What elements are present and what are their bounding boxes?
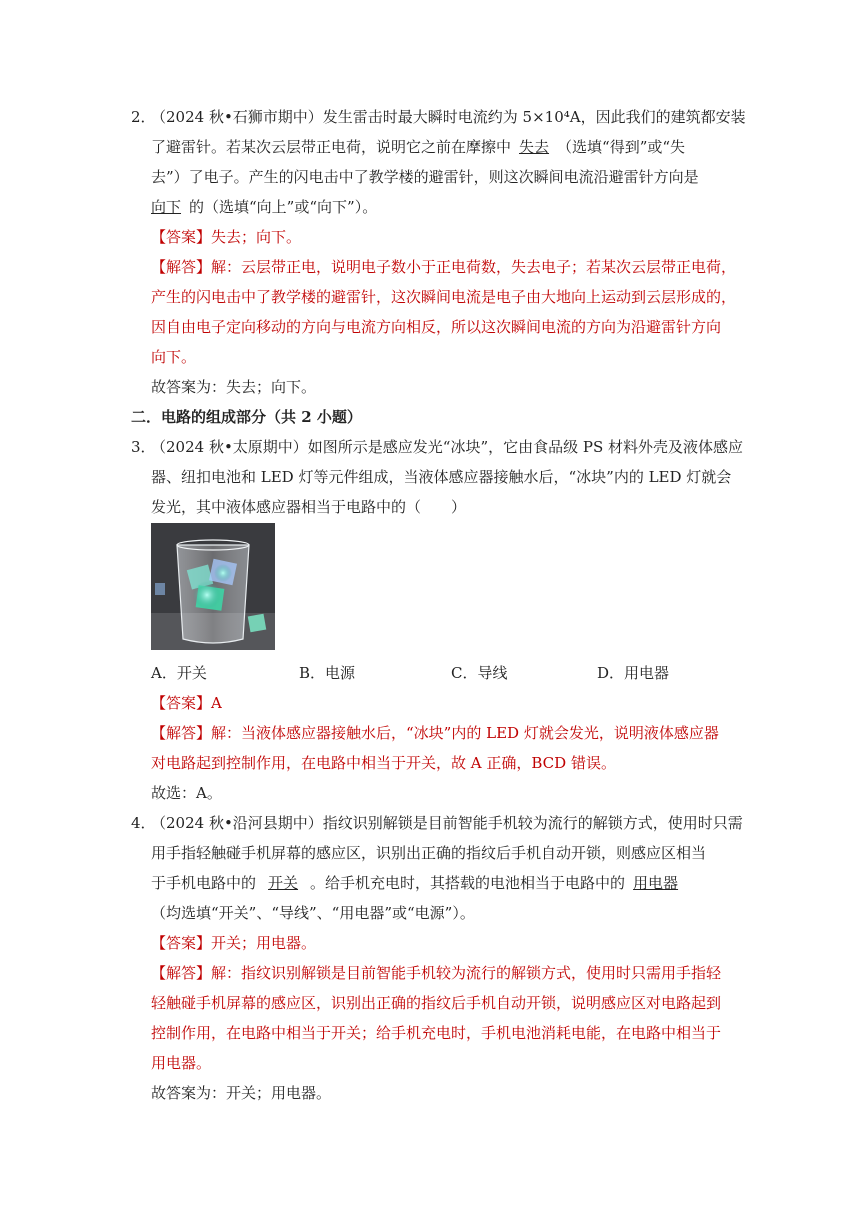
question-4-analysis-2: 轻触碰手机屏幕的感应区，识别出正确的指纹后手机自动开锁，说明感应区对电路起到 bbox=[151, 994, 722, 1012]
question-4-blank-2: 用电器 bbox=[633, 874, 679, 892]
question-2-analysis-3: 因自由电子定向移动的方向与电流方向相反，所以这次瞬间电流的方向为沿避雷针方向 bbox=[151, 318, 722, 336]
question-2-line-4 bbox=[151, 192, 751, 222]
question-4-line-1: （2024 秋•沿河县期中）指纹识别解锁是目前智能手机较为流行的解锁方式，使用时只需 bbox=[151, 814, 743, 832]
question-4-text: 。给手机充电时，其搭载的电池相当于电路中的 bbox=[310, 874, 626, 892]
question-4-line-4: （均选填“开关”、“导线”、“用电器”或“电源”）。 bbox=[151, 904, 475, 922]
question-2-analysis-4: 向下。 bbox=[151, 348, 197, 366]
answer-text: 失去；向下。 bbox=[211, 228, 302, 246]
question-3-line-1: （2024 秋•太原期中）如图所示是感应发光“冰块”，它由食品级 PS 材料外壳及液体感应 bbox=[151, 438, 744, 456]
question-3-number: 3． bbox=[131, 438, 156, 456]
question-2-blank-2: 向下 bbox=[151, 198, 182, 216]
question-4-conclusion: 故答案为：开关；用电器。 bbox=[151, 1084, 332, 1102]
question-4-analysis-1 bbox=[151, 958, 751, 988]
analysis-text: 解：当液体感应器接触水后，“冰块”内的 LED 灯就会发光，说明液体感应器 bbox=[211, 724, 719, 742]
question-3-line-3: 发光，其中液体感应器相当于电路中的（ ） bbox=[151, 498, 467, 516]
analysis-text: 解：指纹识别解锁是目前智能手机较为流行的解锁方式，使用时只需用手指轻 bbox=[211, 964, 722, 982]
question-2-analysis-2: 产生的闪电击中了教学楼的避雷针，这次瞬间电流是电子由大地向上运动到云层形成的， bbox=[151, 288, 737, 306]
question-2-conclusion: 故答案为：失去；向下。 bbox=[151, 378, 317, 396]
question-4-blank-1: 开关 bbox=[268, 874, 299, 892]
question-3-analysis-1 bbox=[151, 718, 751, 748]
answer-text: 开关；用电器。 bbox=[211, 934, 317, 952]
question-4-answer bbox=[151, 928, 751, 958]
analysis-label: 【解答】 bbox=[151, 964, 212, 982]
glass-illustration bbox=[151, 523, 275, 650]
question-2-line-1: （2024 秋•石狮市期中）发生雷击时最大瞬时电流约为 5×10⁴A，因此我们的建筑都安装 bbox=[151, 108, 746, 126]
answer-text: A bbox=[211, 694, 222, 712]
question-2-text: 了避雷针。若某次云层带正电荷，说明它之前在摩擦中 bbox=[151, 138, 512, 156]
answer-label: 【答案】 bbox=[151, 694, 212, 712]
question-4-analysis-3: 控制作用，在电路中相当于开关；给手机充电时，手机电池消耗电能，在电路中相当于 bbox=[151, 1024, 722, 1042]
analysis-text: 解：云层带正电，说明电子数小于正电荷数，失去电子；若某次云层带正电荷， bbox=[211, 258, 737, 276]
question-2-line-3: 去”）了电子。产生的闪电击中了教学楼的避雷针，则这次瞬间电流沿避雷针方向是 bbox=[151, 168, 699, 186]
question-3-conclusion: 故选：A。 bbox=[151, 784, 222, 802]
question-3-analysis-2: 对电路起到控制作用，在电路中相当于开关，故 A 正确，BCD 错误。 bbox=[151, 754, 616, 772]
question-4-line-3 bbox=[151, 868, 751, 898]
question-2-answer bbox=[151, 222, 751, 252]
section-heading: 二．电路的组成部分（共 2 小题） bbox=[131, 408, 362, 426]
question-3-answer bbox=[151, 688, 751, 718]
question-2-line-2 bbox=[151, 132, 751, 162]
question-2-analysis-1 bbox=[151, 252, 751, 282]
option-d[interactable]: D．用电器 bbox=[597, 664, 670, 682]
glowing-ice-cube-photo bbox=[151, 523, 275, 650]
question-2-text: 的（选填“向上”或“向下”）。 bbox=[189, 198, 378, 216]
question-4-text: 于手机电路中的 bbox=[151, 874, 257, 892]
question-3-line-2: 器、纽扣电池和 LED 灯等元件组成，当液体感应器接触水后，“冰块”内的 LED 灯就会 bbox=[151, 468, 732, 486]
question-4-analysis-4: 用电器。 bbox=[151, 1054, 212, 1072]
option-b[interactable]: B．电源 bbox=[299, 664, 356, 682]
question-4-number: 4． bbox=[131, 814, 156, 832]
analysis-label: 【解答】 bbox=[151, 258, 212, 276]
analysis-label: 【解答】 bbox=[151, 724, 212, 742]
question-4-line-2: 用手指轻触碰手机屏幕的感应区，识别出正确的指纹后手机自动开锁，则感应区相当 bbox=[151, 844, 707, 862]
question-2-blank-1: 失去 bbox=[519, 138, 550, 156]
answer-options bbox=[151, 658, 751, 688]
option-c[interactable]: C．导线 bbox=[451, 664, 508, 682]
answer-label: 【答案】 bbox=[151, 228, 212, 246]
question-2-number: 2． bbox=[131, 108, 156, 126]
answer-label: 【答案】 bbox=[151, 934, 212, 952]
option-a[interactable]: A．开关 bbox=[151, 664, 207, 682]
question-2-text: （选填“得到”或“失 bbox=[557, 138, 686, 156]
